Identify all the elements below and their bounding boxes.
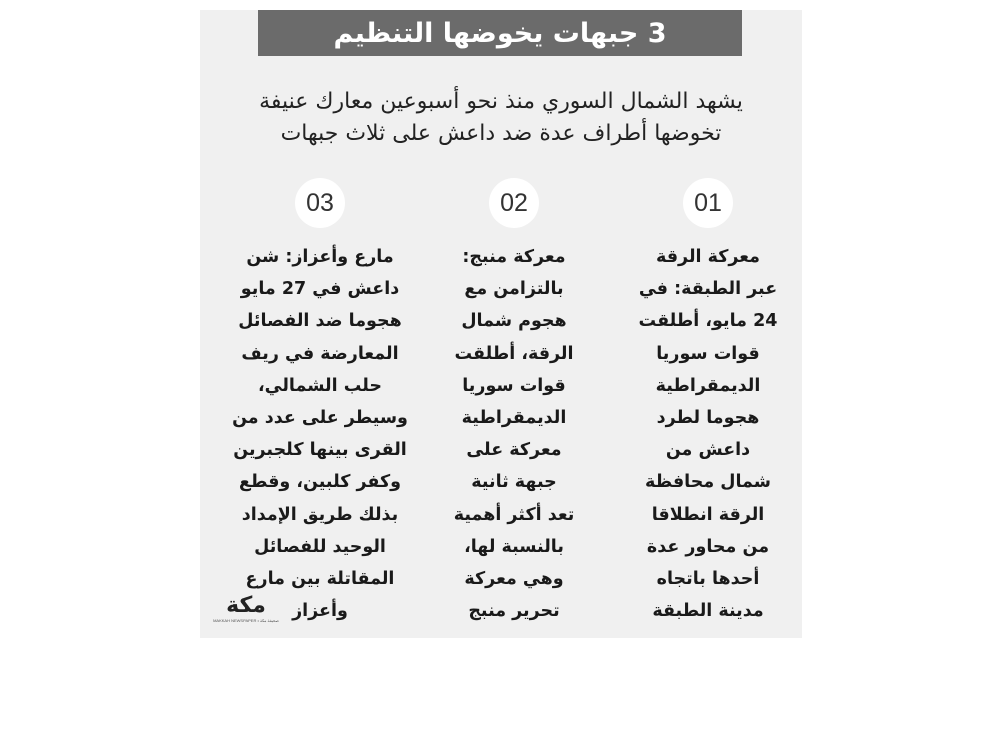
- intro-line: يشهد الشمال السوري منذ نحو أسبوعين معارك عنيفة: [259, 89, 743, 114]
- front-column-3: [220, 178, 420, 627]
- front-text-line: القرى بينها كلجبرين: [233, 440, 407, 461]
- makkah-logo: [212, 594, 280, 630]
- front-text-line: داعش من: [665, 440, 751, 461]
- front-column-1: [618, 178, 798, 627]
- front-text-line: وسيطر على عدد من: [232, 408, 408, 429]
- logo-subtitle: MAKKAH NEWSPAPER • صحيفة مكة: [213, 618, 279, 623]
- front-description: [220, 241, 420, 627]
- front-text-line: قوات سوريا: [656, 343, 760, 364]
- front-text-line: 24 مايو، أطلقت: [638, 311, 778, 332]
- front-column-2: [424, 178, 604, 627]
- front-text-line: وهي معركة: [464, 569, 564, 590]
- front-text-line: بالتزامن مع: [464, 279, 564, 300]
- front-text-line: معركة على: [466, 440, 562, 461]
- front-text-line: معركة منبج:: [462, 247, 566, 267]
- intro-line: تخوضها أطراف عدة ضد داعش على ثلاث جبهات: [280, 121, 722, 146]
- infographic-title: 3 جبهات يخوضها التنظيم: [333, 17, 667, 49]
- front-text-line: بالنسبة لها،: [464, 536, 564, 557]
- front-text-line: الوحيد للفصائل: [254, 536, 386, 557]
- front-text-line: وكفر كلبين، وقطع: [238, 472, 402, 493]
- front-number-badge: 02: [489, 178, 539, 228]
- front-number-badge: 03: [295, 178, 345, 228]
- title-banner: [258, 10, 742, 56]
- front-text-line: مارع وأعزاز: شن: [246, 247, 394, 267]
- front-text-line: معركة الرقة: [655, 247, 760, 267]
- front-text-line: داعش في 27 مايو: [240, 279, 400, 300]
- front-text-line: جبهة ثانية: [471, 472, 557, 493]
- front-text-line: شمال محافظة: [645, 472, 771, 493]
- front-text-line: مدينة الطبقة: [652, 601, 764, 622]
- front-text-line: عبر الطبقة: في: [638, 279, 778, 300]
- front-text-line: أحدها باتجاه: [656, 569, 760, 590]
- front-text-line: الديمقراطية: [655, 375, 761, 396]
- front-description: [424, 241, 604, 627]
- front-number-badge: 01: [683, 178, 733, 228]
- front-text-line: المعارضة في ريف: [241, 343, 399, 364]
- front-text-line: تعد أكثر أهمية: [453, 504, 575, 525]
- front-text-line: هجوما ضد الفصائل: [238, 311, 402, 332]
- front-text-line: قوات سوريا: [462, 375, 566, 396]
- front-text-line: الرقة انطلاقا: [651, 504, 765, 525]
- front-text-line: الرقة، أطلقت: [454, 343, 574, 364]
- front-text-line: تحرير منبج: [468, 601, 560, 622]
- front-text-line: المقاتلة بين مارع: [245, 569, 395, 590]
- front-text-line: من محاور عدة: [646, 536, 770, 557]
- front-text-line: بذلك طريق الإمداد: [241, 504, 399, 525]
- front-text-line: وأعزاز: [292, 601, 348, 622]
- front-text-line: هجوم شمال: [461, 311, 567, 332]
- front-text-line: حلب الشمالي،: [258, 375, 382, 396]
- intro-text: [240, 86, 762, 150]
- infographic-card: [200, 10, 802, 638]
- logo-mark: مكة: [226, 593, 266, 618]
- front-text-line: هجوما لطرد: [656, 408, 760, 429]
- front-description: [618, 241, 798, 627]
- front-text-line: الديمقراطية: [461, 408, 567, 429]
